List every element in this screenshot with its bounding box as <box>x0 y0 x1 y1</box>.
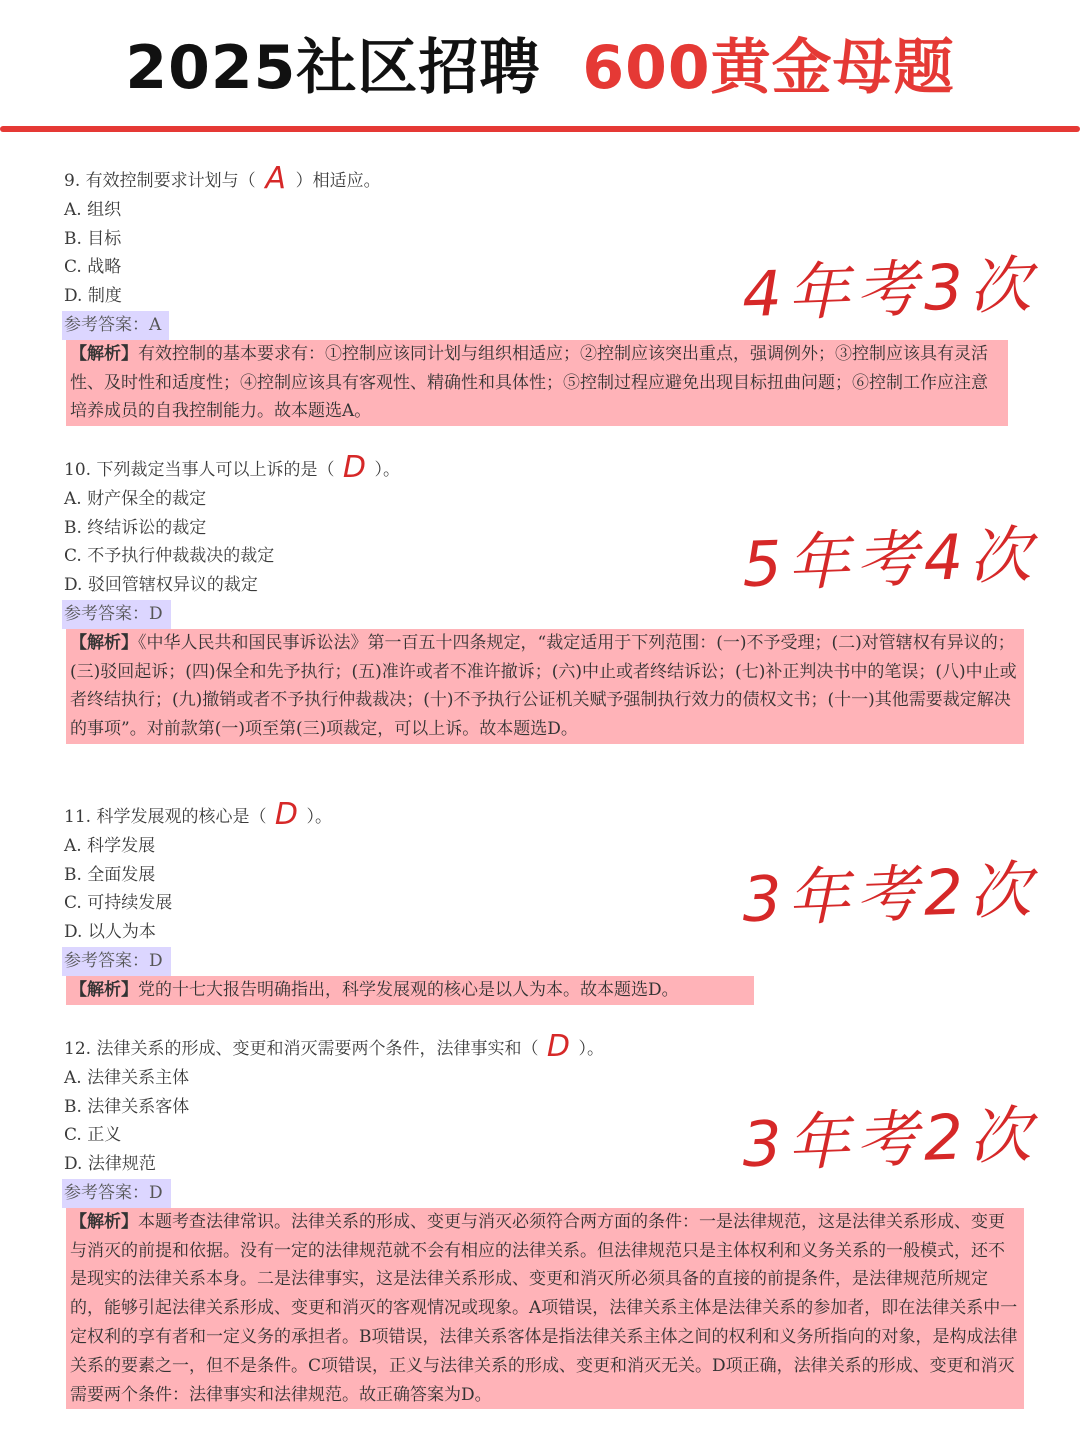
stem-text: 10. 下列裁定当事人可以上诉的是（ <box>64 460 335 480</box>
option-d: D. 以人为本 <box>64 922 156 943</box>
option-b: B. 目标 <box>64 228 122 249</box>
explanation-tag: 【解析】 <box>70 632 138 653</box>
option-b: B. 全面发展 <box>64 864 156 885</box>
option-c: C. 战略 <box>64 257 122 278</box>
explanation <box>66 976 754 1005</box>
explanation <box>66 1208 1024 1410</box>
option-b: B. 法律关系客体 <box>64 1096 190 1117</box>
question-stem <box>64 161 1008 196</box>
explanation-tag: 【解析】 <box>70 1211 138 1232</box>
explanation-text: 本题考查法律常识。法律关系的形成、变更与消灭必须符合两方面的条件：一是法律规范，这是法律关系形成、变更与消灭的前提和依据。没有一定的法律规范就不会有相应的法律关系。但法律规范只是主体权利和义务关系的一般模式，还不是现实的法律关系本身。二是法律事实，这是法律关系形成、变更和消灭所必须具备的直接的前提条件，是法律规范所规定的，能够引起法律关系形成、变更和消灭的客观情况或现象。A项错误，法律关系主体是法律关系的参加者，即在法律关系中一定权利的享有者和一定义务的承担者。B项错误，法律关系客体是指法律关系主体之间的权利和义务所指向的对象，是构成法律关系的要素之一，但不是条件。C项错误，正义与法律关系的形成、变更和消灭无关。D项正确，法律关系的形成、变更和消灭需要两个条件：法律事实和法律规范。故正确答案为D。 <box>70 1211 1018 1405</box>
reference-answer: 参考答案：D <box>62 1179 171 1208</box>
explanation-text: 有效控制的基本要求有：①控制应该同计划与组织相适应；②控制应该突出重点，强调例外；③控制应该具有灵活性、及时性和适度性；④控制应该具有客观性、精确性和具体性；⑤控制过程应避免出现目标扭曲问题；⑥控制工作应注意培养成员的自我控制能力。故本题选A。 <box>70 343 988 422</box>
stem-text-end: ）相适应。 <box>295 171 381 191</box>
stem-text-end: ）。 <box>578 1039 604 1059</box>
option-d: D. 驳回管辖权异议的裁定 <box>64 575 258 596</box>
option-a: A. 法律关系主体 <box>64 1067 190 1088</box>
page-title <box>0 28 1080 108</box>
stem-text: 9. 有效控制要求计划与（ <box>64 171 256 191</box>
stem-text-end: ）。 <box>306 807 332 827</box>
explanation-tag: 【解析】 <box>70 343 138 364</box>
handwritten-frequency-note: 3年考2次 <box>740 852 1039 937</box>
reference-answer: 参考答案：D <box>62 600 171 629</box>
handwritten-answer-mark: D <box>546 1029 570 1064</box>
reference-answer: 参考答案：A <box>62 311 169 340</box>
option-d: D. 制度 <box>64 286 122 307</box>
handwritten-frequency-note: 3年考2次 <box>740 1097 1039 1182</box>
explanation <box>66 629 1024 744</box>
explanation-tag: 【解析】 <box>70 979 138 1000</box>
explanation-text: 《中华人民共和国民事诉讼法》第一百五十四条规定，“裁定适用于下列范围：(一)不予受理；(二)对管辖权有异议的；(三)驳回起诉；(四)保全和先予执行；(五)准许或者不准许撤诉；(六)中止或者终结诉讼；(七)补正判决书中的笔误；(八)中止或者终结执行；(九)撤销或者不予执行仲裁裁决；(十)不予执行公证机关赋予强制执行效力的债权文书；(十一)其他需要裁定解决的事项”。对前款第(一)项至第(三)项裁定，可以上诉。故本题选D。 <box>70 632 1017 740</box>
explanation-text: 党的十七大报告明确指出，科学发展观的核心是以人为本。故本题选D。 <box>138 979 679 1000</box>
question-stem <box>64 450 1024 485</box>
question-10 <box>64 450 1024 744</box>
handwritten-answer-mark: D <box>342 450 366 485</box>
title-accent: 600黄金母题 <box>582 33 955 103</box>
stem-text: 12. 法律关系的形成、变更和消灭需要两个条件，法律事实和（ <box>64 1039 539 1059</box>
option-a: A. 组织 <box>64 199 122 220</box>
option-b: B. 终结诉讼的裁定 <box>64 517 207 538</box>
question-stem <box>64 1029 1024 1064</box>
header <box>0 0 1080 130</box>
question-stem <box>64 797 754 832</box>
title-divider <box>0 126 1080 132</box>
handwritten-frequency-note: 5年考4次 <box>740 517 1039 602</box>
stem-text-end: ）。 <box>374 460 400 480</box>
explanation <box>66 340 1008 426</box>
option-d: D. 法律规范 <box>64 1154 156 1175</box>
option-c: C. 不予执行仲裁裁决的裁定 <box>64 546 275 567</box>
option-c: C. 正义 <box>64 1125 122 1146</box>
title-main: 2025社区招聘 <box>125 33 541 103</box>
option-c: C. 可持续发展 <box>64 893 173 914</box>
option-a: A. 科学发展 <box>64 835 156 856</box>
option-a: A. 财产保全的裁定 <box>64 488 207 509</box>
stem-text: 11. 科学发展观的核心是（ <box>64 807 267 827</box>
question-11 <box>64 797 754 1005</box>
handwritten-frequency-note: 4年考3次 <box>740 247 1039 332</box>
reference-answer: 参考答案：D <box>62 947 171 976</box>
handwritten-answer-mark: A <box>265 161 286 196</box>
handwritten-answer-mark: D <box>274 797 298 832</box>
